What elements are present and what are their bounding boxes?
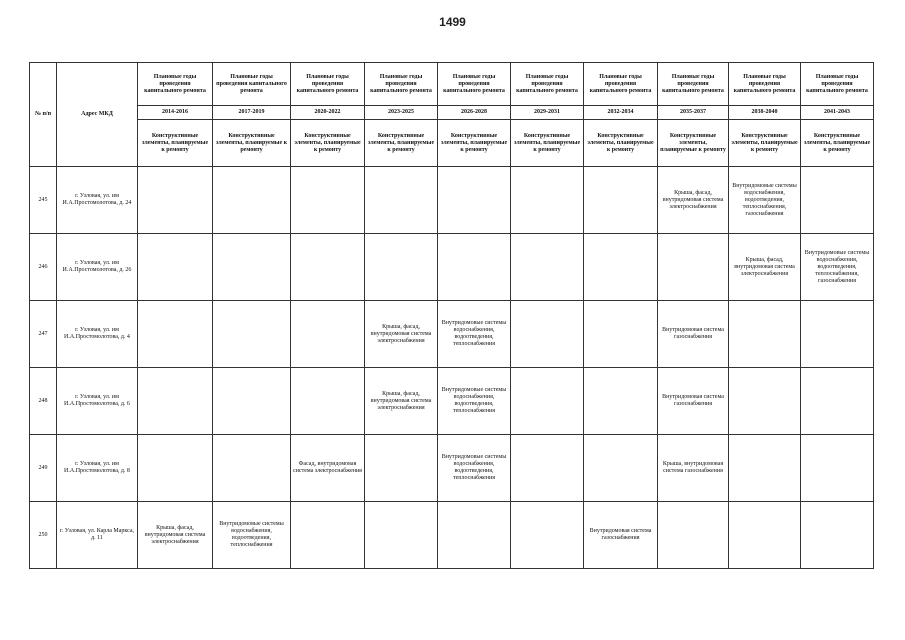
repair-elements-cell bbox=[511, 502, 584, 569]
column-header-elements-label: Конструктивные элементы, планируемые к ремонту bbox=[511, 120, 584, 167]
repair-elements-cell bbox=[729, 301, 801, 368]
repair-elements-cell bbox=[729, 435, 801, 502]
repair-elements-cell bbox=[511, 368, 584, 435]
repair-elements-cell: Внутридомовая система газоснабжения bbox=[658, 368, 729, 435]
column-header-years: 2032-2034 bbox=[584, 106, 658, 120]
repair-elements-cell bbox=[291, 167, 365, 234]
repair-elements-cell: Внутридомовая система газоснабжения bbox=[658, 301, 729, 368]
repair-elements-cell bbox=[511, 234, 584, 301]
repair-elements-cell: Крыша, фасад, внутридомовая система электроснабжения bbox=[365, 368, 438, 435]
repair-elements-cell bbox=[138, 368, 213, 435]
repair-elements-cell bbox=[729, 502, 801, 569]
column-header-years: 2035-2037 bbox=[658, 106, 729, 120]
column-header-address: Адрес МКД bbox=[57, 63, 138, 167]
column-header-years: 2017-2019 bbox=[213, 106, 291, 120]
column-header-number: № п/п bbox=[30, 63, 57, 167]
repair-elements-cell bbox=[584, 167, 658, 234]
row-number: 245 bbox=[30, 167, 57, 234]
row-address: г. Узловая, ул. им И.А.Простомолотова, д. 24 bbox=[57, 167, 138, 234]
repair-elements-cell bbox=[584, 301, 658, 368]
repair-elements-cell bbox=[291, 502, 365, 569]
repair-elements-cell bbox=[291, 234, 365, 301]
repair-elements-cell bbox=[213, 368, 291, 435]
column-header-plan-label: Плановые годы проведения капитального ремонта bbox=[511, 63, 584, 106]
page-number: 1499 bbox=[439, 15, 466, 29]
column-header-years: 2023-2025 bbox=[365, 106, 438, 120]
repair-elements-cell bbox=[511, 167, 584, 234]
capital-repair-plan-table bbox=[29, 62, 874, 569]
column-header-plan-label: Плановые годы проведения капитального ремонта bbox=[213, 63, 291, 106]
column-header-years: 2026-2028 bbox=[438, 106, 511, 120]
repair-elements-cell bbox=[729, 368, 801, 435]
table-row bbox=[30, 167, 874, 234]
repair-elements-cell bbox=[658, 234, 729, 301]
row-address: г. Узловая, ул. им И.А.Простомолотова, д. 26 bbox=[57, 234, 138, 301]
repair-elements-cell bbox=[801, 301, 874, 368]
repair-elements-cell bbox=[365, 435, 438, 502]
table-row bbox=[30, 234, 874, 301]
repair-elements-cell: Крыша, фасад, внутридомовая система электроснабжения bbox=[729, 234, 801, 301]
row-number: 247 bbox=[30, 301, 57, 368]
repair-elements-cell: Крыша, фасад, внутридомовая система электроснабжения bbox=[138, 502, 213, 569]
column-header-elements-label: Конструктивные элементы, планируемые к ремонту bbox=[801, 120, 874, 167]
column-header-years: 2041-2043 bbox=[801, 106, 874, 120]
repair-elements-cell: Внутридомовые системы водоснабжения, водоотведения, теплоснабжения bbox=[438, 301, 511, 368]
row-address: г. Узловая, ул. им И.А.Простомолотова, д. 8 bbox=[57, 435, 138, 502]
repair-elements-cell: Внутридомовые системы водоснабжения, водоотведения, теплоснабжения bbox=[438, 368, 511, 435]
column-header-plan-label: Плановые годы проведения капитального ремонта bbox=[658, 63, 729, 106]
column-header-plan-label: Плановые годы проведения капитального ремонта bbox=[365, 63, 438, 106]
repair-elements-cell bbox=[138, 301, 213, 368]
column-header-elements-label: Конструктивные элементы, планируемые к ремонту bbox=[438, 120, 511, 167]
repair-elements-cell bbox=[801, 368, 874, 435]
repair-elements-cell bbox=[511, 301, 584, 368]
repair-elements-cell bbox=[584, 368, 658, 435]
repair-elements-cell: Внутридомовые системы водоснабжения, водоотведения, теплоснабжения bbox=[438, 435, 511, 502]
repair-elements-cell: Фасад, внутридомовая система электроснабжения bbox=[291, 435, 365, 502]
column-header-elements-label: Конструктивные элементы, планируемые к ремонту bbox=[291, 120, 365, 167]
column-header-elements-label: Конструктивные элементы, планируемые к ремонту bbox=[365, 120, 438, 167]
column-header-elements-label: Конструктивные элементы, планируемые к ремонту bbox=[138, 120, 213, 167]
repair-elements-cell bbox=[801, 435, 874, 502]
repair-elements-cell bbox=[213, 234, 291, 301]
repair-elements-cell bbox=[438, 234, 511, 301]
repair-elements-cell bbox=[213, 435, 291, 502]
repair-elements-cell: Крыша, внутридомовая система газоснабжения bbox=[658, 435, 729, 502]
repair-elements-cell: Крыша, фасад, внутридомовая система электроснабжения bbox=[365, 301, 438, 368]
column-header-elements-label: Конструктивные элементы, планируемые к ремонту bbox=[658, 120, 729, 167]
repair-elements-cell bbox=[138, 234, 213, 301]
row-number: 248 bbox=[30, 368, 57, 435]
row-number: 250 bbox=[30, 502, 57, 569]
column-header-plan-label: Плановые годы проведения капитального ремонта bbox=[138, 63, 213, 106]
column-header-plan-label: Плановые годы проведения капитального ремонта bbox=[801, 63, 874, 106]
repair-elements-cell bbox=[584, 234, 658, 301]
row-number: 249 bbox=[30, 435, 57, 502]
repair-elements-cell bbox=[801, 167, 874, 234]
repair-elements-cell: Внутридомовая система газоснабжения bbox=[584, 502, 658, 569]
repair-elements-cell bbox=[438, 167, 511, 234]
repair-elements-cell bbox=[365, 234, 438, 301]
table-row bbox=[30, 368, 874, 435]
table-row bbox=[30, 502, 874, 569]
repair-elements-cell bbox=[138, 167, 213, 234]
column-header-years: 2014-2016 bbox=[138, 106, 213, 120]
repair-elements-cell bbox=[291, 368, 365, 435]
column-header-plan-label: Плановые годы проведения капитального ремонта bbox=[291, 63, 365, 106]
repair-elements-cell: Внутридомовые системы водоснабжения, водоотведения, теплоснабжения, газоснабжения bbox=[801, 234, 874, 301]
column-header-plan-label: Плановые годы проведения капитального ремонта bbox=[584, 63, 658, 106]
repair-elements-cell bbox=[511, 435, 584, 502]
repair-elements-cell bbox=[365, 502, 438, 569]
repair-elements-cell bbox=[291, 301, 365, 368]
column-header-elements-label: Конструктивные элементы, планируемые к ремонту bbox=[729, 120, 801, 167]
repair-elements-cell: Внутридомовые системы водоснабжения, водоотведения, теплоснабжения, газоснабжения bbox=[729, 167, 801, 234]
repair-elements-cell: Крыша, фасад, внутридомовая система электроснабжения bbox=[658, 167, 729, 234]
repair-elements-cell bbox=[438, 502, 511, 569]
row-number: 246 bbox=[30, 234, 57, 301]
column-header-years: 2020-2022 bbox=[291, 106, 365, 120]
column-header-years: 2029-2031 bbox=[511, 106, 584, 120]
repair-elements-cell bbox=[658, 502, 729, 569]
row-address: г. Узловая, ул. им И.А.Простомолотова, д. 6 bbox=[57, 368, 138, 435]
repair-elements-cell bbox=[365, 167, 438, 234]
column-header-plan-label: Плановые годы проведения капитального ремонта bbox=[438, 63, 511, 106]
table-row bbox=[30, 435, 874, 502]
repair-elements-cell bbox=[213, 301, 291, 368]
repair-elements-cell bbox=[801, 502, 874, 569]
row-address: г. Узловая, ул. им И.А.Простомолотова, д. 4 bbox=[57, 301, 138, 368]
row-address: г. Узловая, ул. Карла Маркса, д. 11 bbox=[57, 502, 138, 569]
column-header-plan-label: Плановые годы проведения капитального ремонта bbox=[729, 63, 801, 106]
repair-elements-cell bbox=[138, 435, 213, 502]
column-header-elements-label: Конструктивные элементы, планируемые к ремонту bbox=[213, 120, 291, 167]
table-row bbox=[30, 301, 874, 368]
repair-elements-cell bbox=[584, 435, 658, 502]
column-header-years: 2038-2040 bbox=[729, 106, 801, 120]
column-header-elements-label: Конструктивные элементы, планируемые к ремонту bbox=[584, 120, 658, 167]
repair-elements-cell: Внутридомовые системы водоснабжения, водоотведения, теплоснабжения bbox=[213, 502, 291, 569]
repair-elements-cell bbox=[213, 167, 291, 234]
